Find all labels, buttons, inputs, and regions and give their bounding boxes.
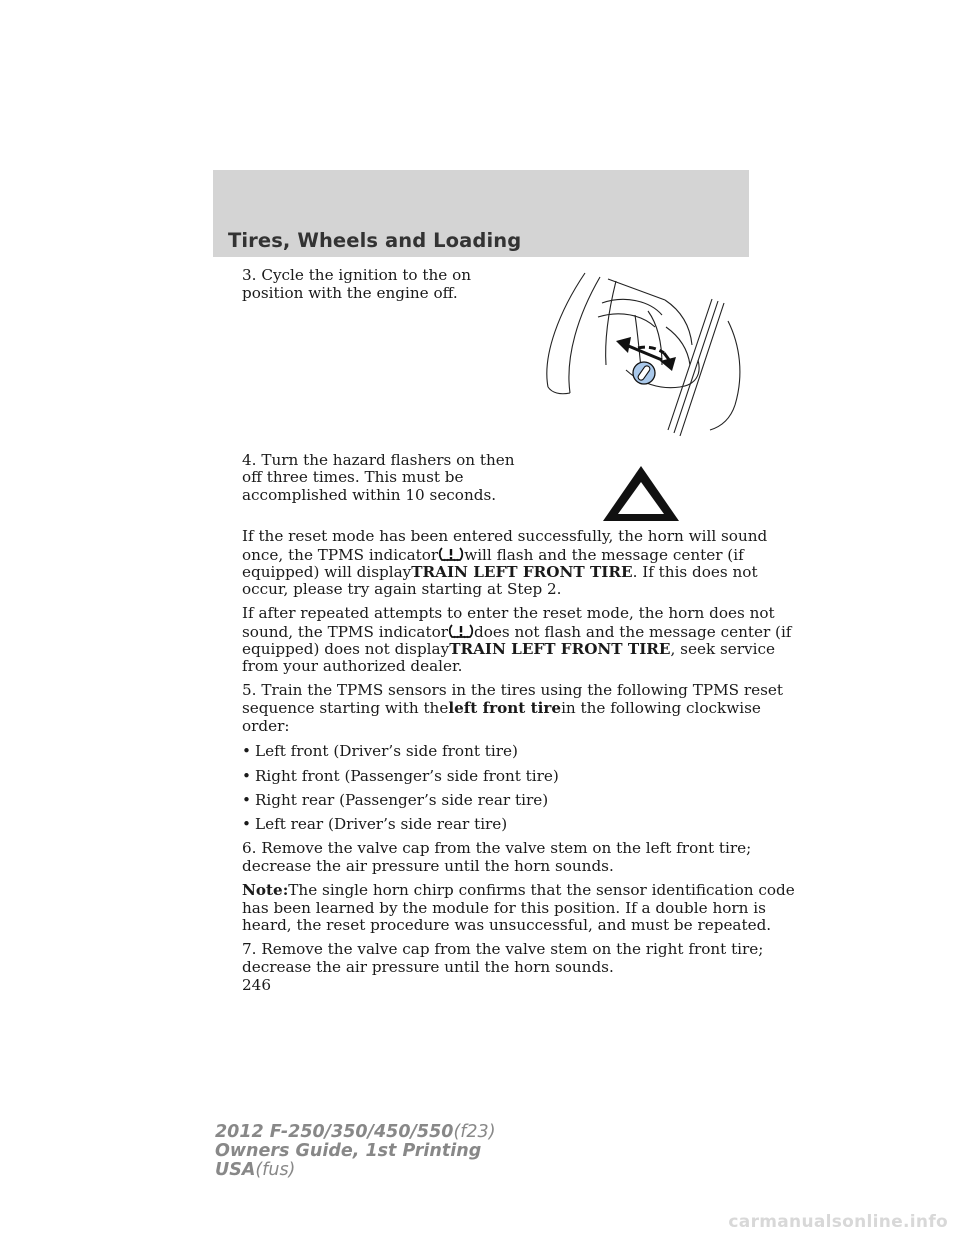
success-line1: If the reset mode has been entered successfully, the horn will sound bbox=[242, 527, 768, 545]
section-title: Tires, Wheels and Loading bbox=[228, 229, 522, 252]
fail-line4: from your authorized dealer. bbox=[242, 657, 463, 675]
note-line3: heard, the reset procedure was unsuccessful, and must be repeated. bbox=[242, 916, 772, 934]
fail-line1: If after repeated attempts to enter the reset mode, the horn does not bbox=[242, 604, 775, 622]
step7-line2: decrease the air pressure until the horn sounds. bbox=[242, 958, 614, 976]
fail-line3: equipped) does not displayTRAIN LEFT FRONT TIRE, seek service bbox=[242, 640, 775, 658]
page-number: 246 bbox=[242, 976, 271, 994]
list-item: • Right front (Passenger’s side front tire) bbox=[242, 767, 559, 785]
note-line1: Note:The single horn chirp confirms that the sensor identification code bbox=[242, 881, 795, 899]
footer-line3: USA(fus) bbox=[215, 1160, 296, 1180]
note-line2: has been learned by the module for this position. If a double horn is bbox=[242, 899, 766, 917]
success-line2: once, the TPMS indicator will flash and the message center (if bbox=[242, 546, 744, 564]
step6-line2: decrease the air pressure until the horn sounds. bbox=[242, 857, 614, 875]
step4-line3: accomplished within 10 seconds. bbox=[242, 486, 497, 504]
list-item: • Right rear (Passenger’s side rear tire) bbox=[242, 791, 549, 809]
step4-line2: off three times. This must be bbox=[242, 468, 464, 486]
list-item: • Left rear (Driver’s side rear tire) bbox=[242, 815, 508, 833]
ignition-switch-illustration bbox=[530, 265, 755, 437]
list-item: • Left front (Driver’s side front tire) bbox=[242, 742, 518, 760]
step4-line1: 4. Turn the hazard flashers on then bbox=[242, 451, 515, 469]
footer-line1: 2012 F-250/350/450/550(f23) bbox=[215, 1122, 496, 1142]
step6-line1: 6. Remove the valve cap from the valve stem on the left front tire; bbox=[242, 839, 752, 857]
tpms-warning-icon bbox=[438, 546, 464, 562]
success-line4: occur, please try again starting at Step 2. bbox=[242, 580, 562, 598]
hazard-triangle-icon bbox=[600, 463, 682, 525]
step5-line1: 5. Train the TPMS sensors in the tires using the following TPMS reset bbox=[242, 681, 783, 699]
step7-line1: 7. Remove the valve cap from the valve stem on the right front tire; bbox=[242, 940, 764, 958]
step5-line3: order: bbox=[242, 717, 290, 735]
step3-line2: position with the engine off. bbox=[242, 284, 458, 302]
success-line3: equipped) will displayTRAIN LEFT FRONT TIRE. If this does not bbox=[242, 563, 758, 581]
footer-line2: Owners Guide, 1st Printing bbox=[215, 1141, 482, 1161]
step3-line1: 3. Cycle the ignition to the on bbox=[242, 266, 472, 284]
step5-line2: sequence starting with theleft front tirein the following clockwise bbox=[242, 699, 761, 717]
tpms-warning-icon bbox=[448, 623, 474, 639]
watermark: carmanualsonline.info bbox=[728, 1212, 948, 1232]
fail-line2: sound, the TPMS indicator does not flash and the message center (if bbox=[242, 623, 792, 641]
